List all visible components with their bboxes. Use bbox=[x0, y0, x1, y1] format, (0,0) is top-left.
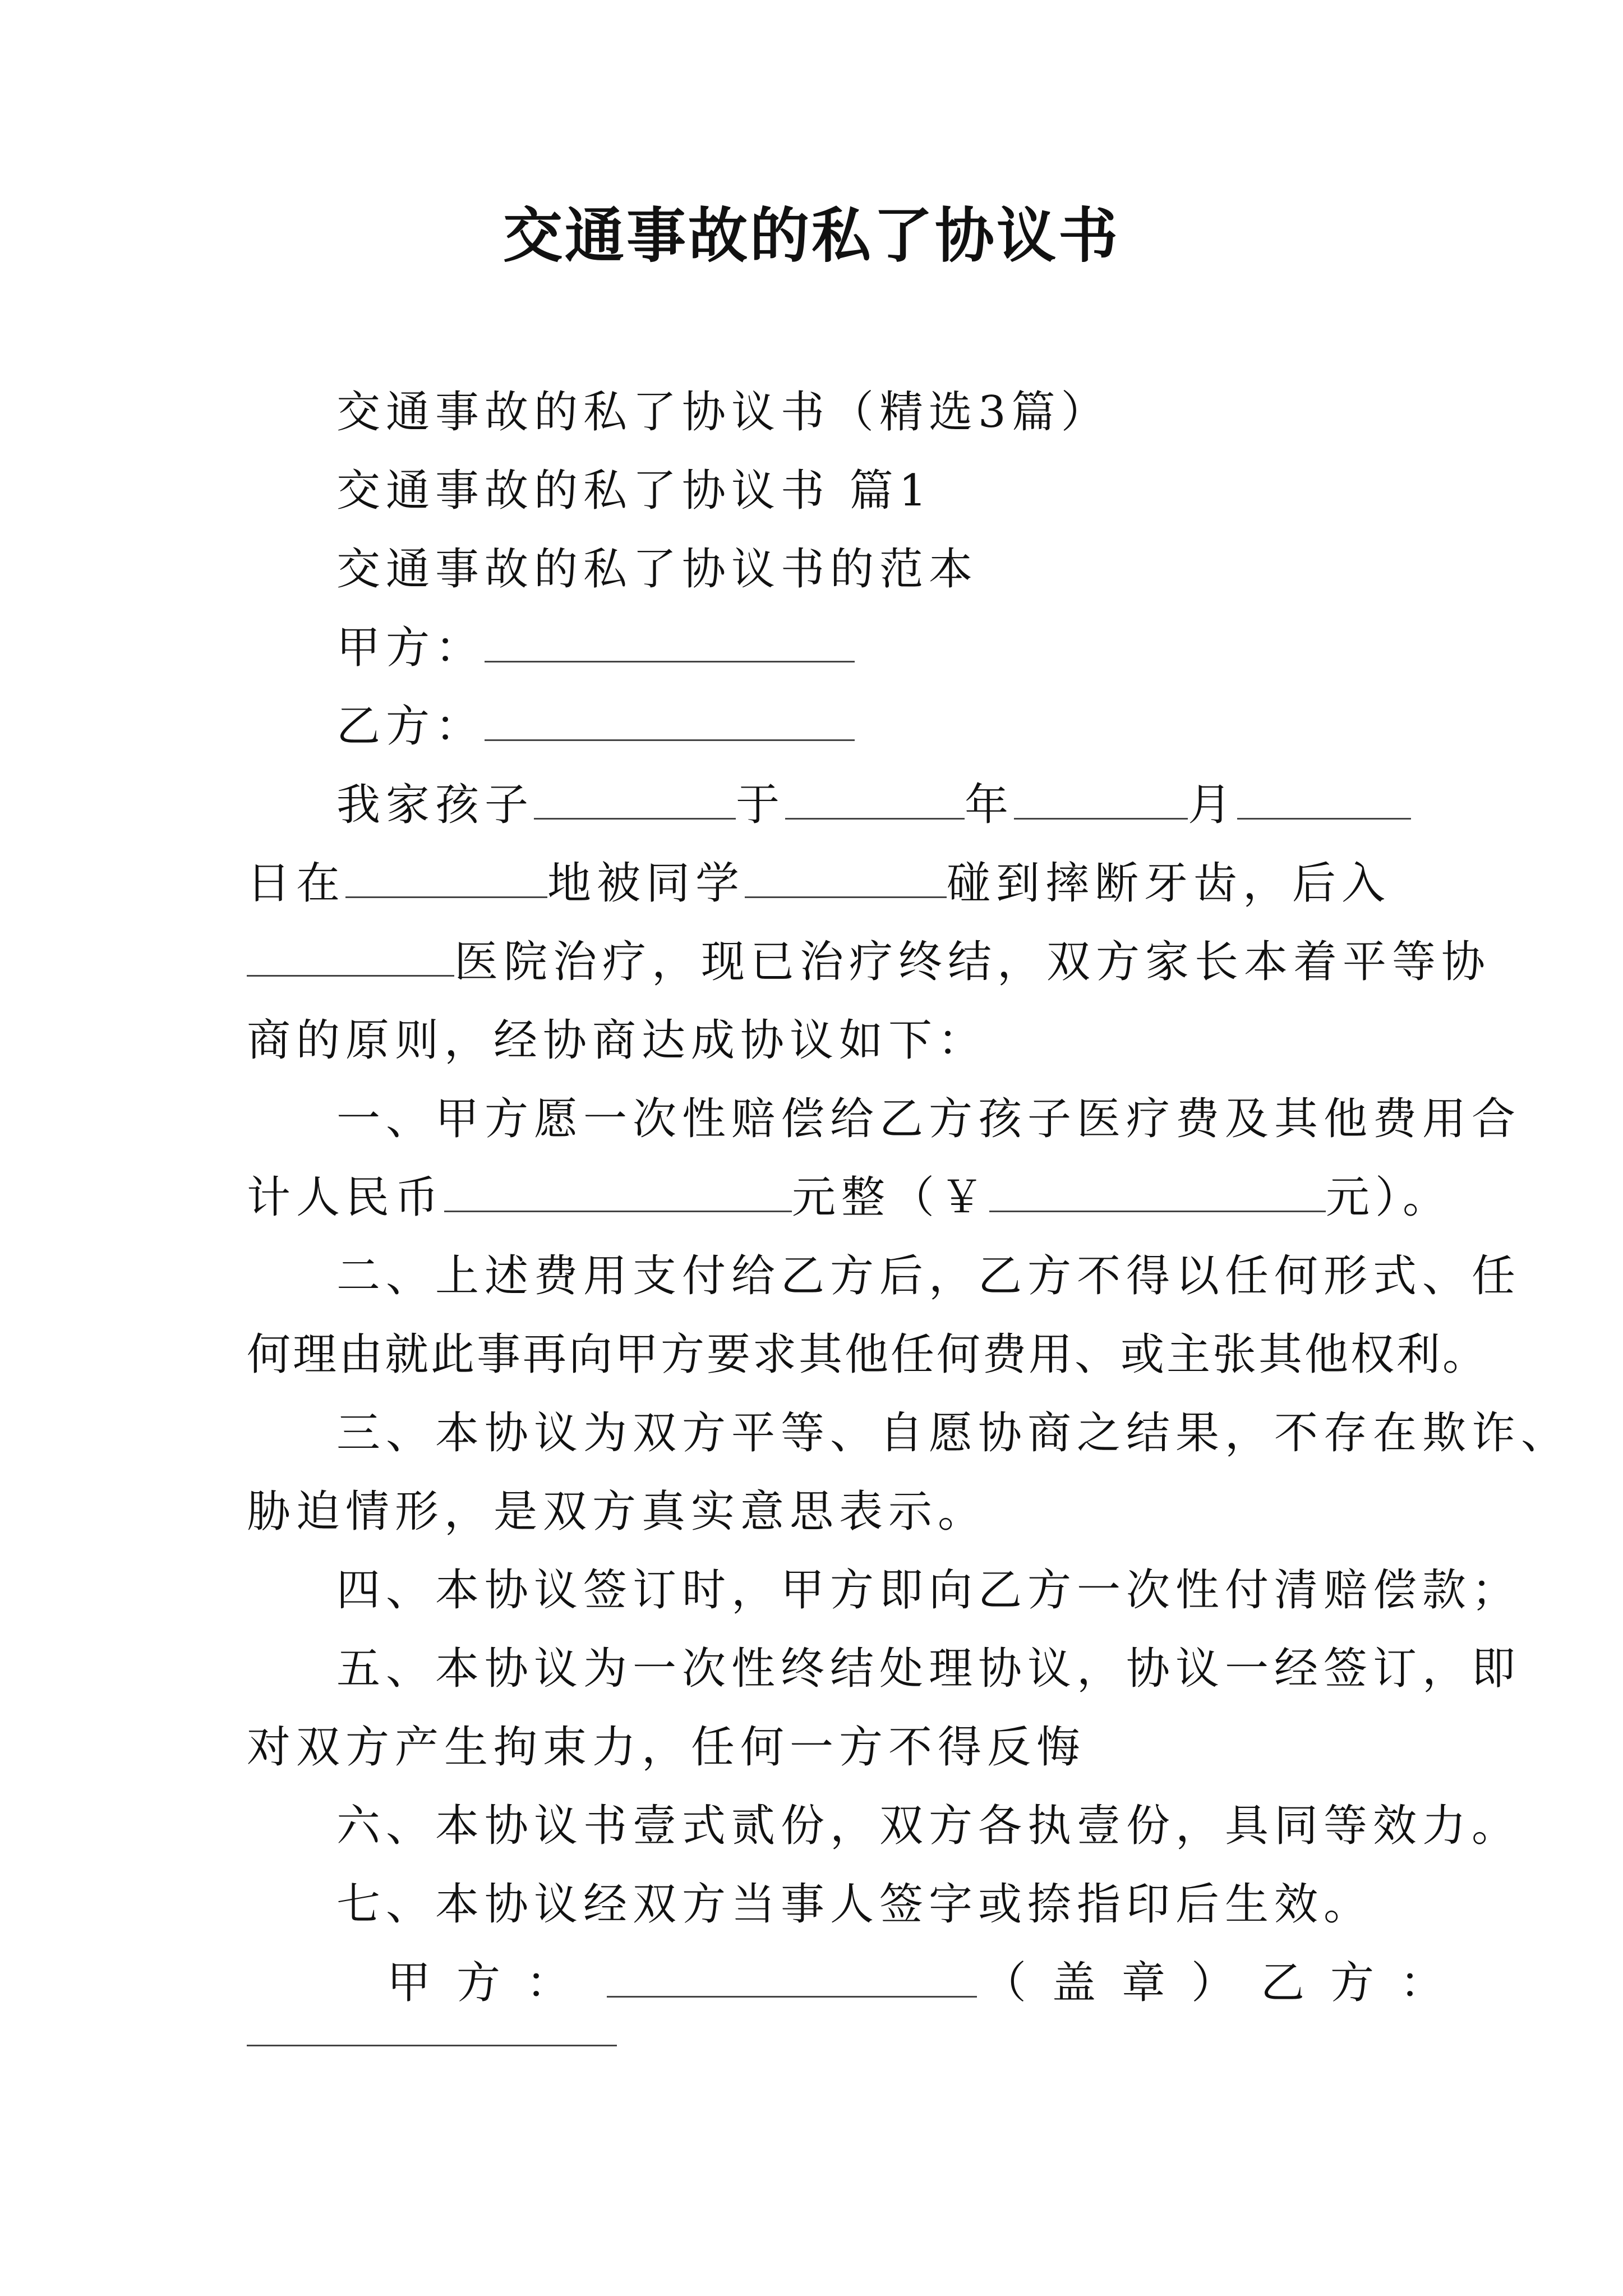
heading-selected: 交通事故的私了协议书（精选3篇） bbox=[336, 387, 1110, 438]
para1-text: 地被同学 bbox=[547, 858, 745, 909]
place-blank[interactable] bbox=[345, 852, 547, 898]
classmate-blank[interactable] bbox=[745, 852, 947, 898]
para1-line2 bbox=[247, 847, 1391, 920]
sign-party-a-label: 甲方： bbox=[387, 1958, 596, 2008]
para1-text: 医院治疗，现已治疗终结，双方家长本着平等协 bbox=[454, 937, 1491, 987]
amount-figure-blank[interactable] bbox=[989, 1166, 1326, 1212]
clause-5-line1: 五、本协议为一次性终结处理协议，协议一经签订，即 bbox=[336, 1644, 1521, 1694]
para1-text: 我家孩子 bbox=[336, 780, 534, 830]
clause-3-line1: 三、本协议为双方平等、自愿协商之结果，不存在欺诈、 bbox=[336, 1408, 1571, 1458]
seal-label: （盖章） bbox=[983, 1958, 1261, 2008]
party-b-blank[interactable] bbox=[485, 694, 855, 741]
para1-line1 bbox=[336, 769, 1411, 841]
clause-6: 六、本协议书壹式贰份，双方各执壹份，具同等效力。 bbox=[336, 1801, 1521, 1851]
clause-1-text: 元）。 bbox=[1326, 1172, 1453, 1223]
day-blank[interactable] bbox=[1237, 773, 1411, 820]
clause-1-line2 bbox=[247, 1161, 1452, 1234]
sign-party-a-blank[interactable] bbox=[607, 1951, 977, 1998]
clause-4: 四、本协议签订时，甲方即向乙方一次性付清赔偿款； bbox=[336, 1565, 1521, 1616]
heading-part-1: 交通事故的私了协议书 篇1 bbox=[336, 466, 933, 516]
party-a-line bbox=[336, 611, 855, 684]
party-a-blank[interactable] bbox=[485, 616, 855, 662]
sign-party-b-label: 乙方： bbox=[1261, 1958, 1470, 2008]
month-blank[interactable] bbox=[1014, 773, 1188, 820]
clause-2-line2: 何理由就此事再向甲方要求其他任何费用、或主张其他权利。 bbox=[247, 1329, 1489, 1380]
signature-line bbox=[387, 1947, 1469, 2019]
clause-1-text: 计人民币 bbox=[247, 1172, 445, 1223]
hospital-blank[interactable] bbox=[247, 930, 454, 977]
clause-2-line1: 二、上述费用支付给乙方后，乙方不得以任何形式、任 bbox=[336, 1251, 1521, 1301]
sign-party-b-blank[interactable] bbox=[247, 2045, 617, 2046]
para1-text: 月 bbox=[1188, 780, 1238, 830]
amount-words-blank[interactable] bbox=[444, 1166, 792, 1212]
para1-text: 碰到摔断牙齿，后入 bbox=[947, 858, 1391, 909]
document-title: 交通事故的私了协议书 bbox=[503, 200, 1120, 270]
clause-1-text: 元整（￥ bbox=[792, 1172, 990, 1223]
year-blank[interactable] bbox=[785, 773, 965, 820]
clause-3-line2: 胁迫情形，是双方真实意思表示。 bbox=[247, 1487, 988, 1537]
para1-line4: 商的原则，经协商达成协议如下： bbox=[247, 1015, 988, 1066]
clause-5-line2: 对双方产生拘束力，任何一方不得反悔 bbox=[247, 1722, 1086, 1773]
para1-text: 日在 bbox=[247, 858, 346, 909]
party-a-label: 甲方： bbox=[336, 623, 485, 673]
child-name-blank[interactable] bbox=[534, 773, 736, 820]
heading-sample: 交通事故的私了协议书的范本 bbox=[336, 544, 979, 595]
party-b-label: 乙方： bbox=[336, 701, 485, 752]
clause-1-line1: 一、甲方愿一次性赔偿给乙方孩子医疗费及其他费用合 bbox=[336, 1094, 1521, 1144]
para1-text: 于 bbox=[736, 780, 786, 830]
clause-7: 七、本协议经双方当事人签字或捺指印后生效。 bbox=[336, 1879, 1373, 1930]
para1-line3 bbox=[247, 926, 1491, 999]
party-b-line bbox=[336, 690, 855, 763]
para1-text: 年 bbox=[965, 780, 1015, 830]
